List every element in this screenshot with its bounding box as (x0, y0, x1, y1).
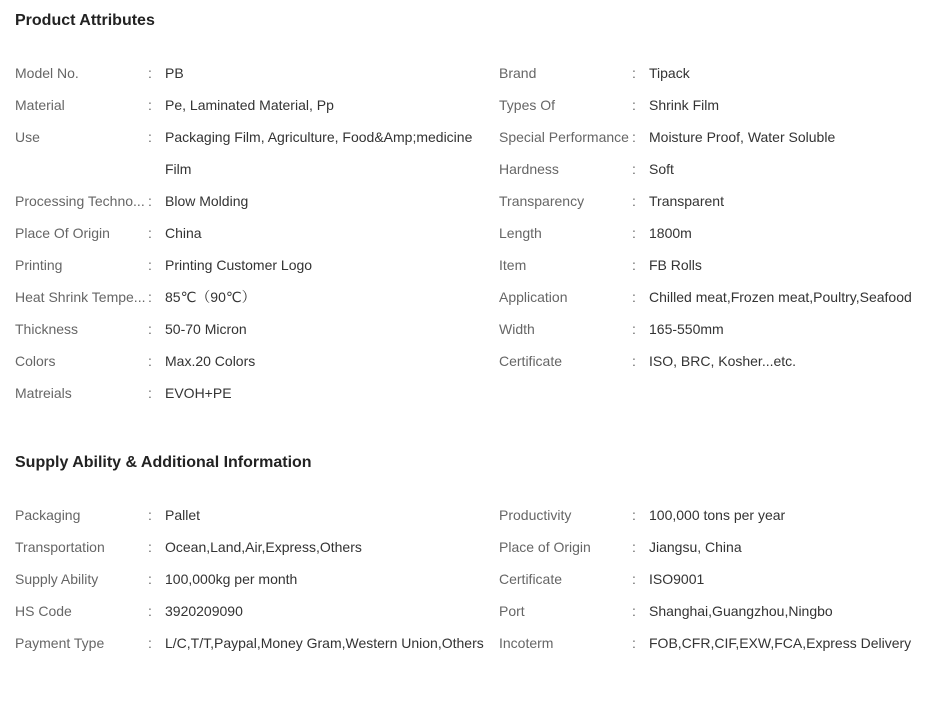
attribute-label: Place Of Origin (15, 225, 110, 241)
attribute-row (499, 249, 919, 281)
attribute-row (15, 313, 485, 345)
supply-ability-title: Supply Ability & Additional Information (15, 454, 312, 471)
attribute-value: Ocean,Land,Air,Express,Others (165, 539, 362, 555)
attribute-value: Transparent (649, 193, 724, 209)
attribute-row (15, 217, 485, 249)
attribute-value: ISO9001 (649, 571, 705, 587)
attribute-row (15, 499, 485, 531)
attribute-value: Soft (649, 161, 674, 177)
attribute-row (15, 57, 485, 89)
attribute-separator: : (148, 635, 152, 651)
attribute-row (499, 57, 919, 89)
attribute-value: ISO, BRC, Kosher...etc. (649, 353, 797, 369)
attribute-label: Hardness (499, 161, 559, 177)
attribute-value: FOB,CFR,CIF,EXW,FCA,Express Delivery (649, 635, 912, 651)
attribute-separator: : (632, 539, 636, 555)
attribute-separator: : (148, 289, 152, 305)
attribute-label: Material (15, 97, 65, 113)
attribute-row (15, 531, 485, 563)
attribute-label: Types Of (499, 97, 556, 113)
attribute-separator: : (148, 571, 152, 587)
attribute-label: Thickness (15, 321, 79, 337)
attribute-value: 100,000kg per month (165, 571, 298, 587)
supply-ability-left-column (15, 499, 485, 659)
attribute-value: 85℃（90℃） (165, 289, 256, 305)
attribute-value: 3920209090 (165, 603, 243, 619)
attribute-row (15, 627, 485, 659)
attribute-separator: : (632, 635, 636, 651)
attribute-separator: : (148, 507, 152, 523)
attribute-separator: : (632, 65, 636, 81)
attribute-label: Productivity (499, 507, 572, 523)
attribute-separator: : (148, 225, 152, 241)
attribute-value: FB Rolls (649, 257, 702, 273)
attribute-row (15, 89, 485, 121)
attribute-row (15, 185, 485, 217)
attribute-value: Tipack (649, 65, 690, 81)
attribute-label: Brand (499, 65, 537, 81)
attribute-separator: : (148, 353, 152, 369)
attribute-separator: : (632, 571, 636, 587)
attribute-label: Certificate (499, 571, 563, 587)
attribute-row (15, 121, 485, 185)
attribute-value: EVOH+PE (165, 385, 232, 401)
product-attributes-right-column (499, 57, 919, 377)
attribute-label: Place of Origin (499, 539, 591, 555)
supply-ability-right-column (499, 499, 919, 659)
attribute-row (499, 563, 919, 595)
product-attributes-title: Product Attributes (15, 12, 155, 29)
attribute-label: Use (15, 129, 40, 145)
attribute-row (499, 217, 919, 249)
attribute-separator: : (148, 97, 152, 113)
attribute-value: L/C,T/T,Paypal,Money Gram,Western Union,Others (165, 635, 484, 651)
attribute-value: Blow Molding (165, 193, 249, 209)
attribute-label: Transparency (499, 193, 585, 209)
attribute-separator: : (632, 321, 636, 337)
attribute-value: Pallet (165, 507, 201, 523)
attribute-separator: : (632, 353, 636, 369)
attribute-value: Shrink Film (649, 97, 720, 113)
attribute-value: Printing Customer Logo (165, 257, 313, 273)
attribute-label: Model No. (15, 65, 79, 81)
attribute-value: 50-70 Micron (165, 321, 247, 337)
attribute-value: Shanghai,Guangzhou,Ningbo (649, 603, 833, 619)
attribute-label: Port (499, 603, 525, 619)
attribute-value: Pe, Laminated Material, Pp (165, 97, 334, 113)
attribute-label: Processing Techno... (15, 193, 145, 209)
attribute-separator: : (632, 507, 636, 523)
product-attributes-left-column (15, 57, 485, 409)
attribute-label: Heat Shrink Tempe... (15, 289, 146, 305)
attribute-row (499, 345, 919, 377)
attribute-row (499, 153, 919, 185)
attribute-separator: : (148, 129, 152, 145)
attribute-label: Length (499, 225, 542, 241)
attribute-separator: : (148, 193, 152, 209)
attribute-separator: : (632, 161, 636, 177)
attribute-separator: : (632, 193, 636, 209)
attribute-separator: : (632, 603, 636, 619)
attribute-row (499, 89, 919, 121)
attribute-separator: : (632, 129, 636, 145)
attribute-row (15, 595, 485, 627)
attribute-separator: : (632, 257, 636, 273)
attribute-separator: : (148, 65, 152, 81)
attribute-label: Colors (15, 353, 56, 369)
attribute-separator: : (148, 385, 152, 401)
attribute-label: Application (499, 289, 568, 305)
attribute-value: 100,000 tons per year (649, 507, 786, 523)
attribute-row (15, 249, 485, 281)
attribute-value: 1800m (649, 225, 692, 241)
attribute-value: Jiangsu, China (649, 539, 742, 555)
attribute-label: Packaging (15, 507, 81, 523)
attribute-label: Payment Type (15, 635, 105, 651)
attribute-value: China (165, 225, 202, 241)
attribute-value: Max.20 Colors (165, 353, 256, 369)
attribute-row (499, 531, 919, 563)
attribute-separator: : (148, 603, 152, 619)
attribute-row (499, 313, 919, 345)
attribute-label: Width (499, 321, 535, 337)
attribute-row (15, 281, 485, 313)
attribute-row (15, 345, 485, 377)
attribute-label: Transportation (15, 539, 105, 555)
attribute-label: Supply Ability (15, 571, 99, 587)
attribute-value: 165-550mm (649, 321, 724, 337)
attribute-row (499, 185, 919, 217)
attribute-row (15, 377, 485, 409)
attribute-row (499, 595, 919, 627)
attribute-label: Item (499, 257, 527, 273)
attribute-label: Certificate (499, 353, 563, 369)
attribute-row (499, 281, 919, 313)
attribute-value: PB (165, 65, 184, 81)
attribute-separator: : (148, 257, 152, 273)
attribute-value: Chilled meat,Frozen meat,Poultry,Seafood (649, 289, 912, 305)
attribute-label: Matreials (15, 385, 72, 401)
attribute-row (499, 499, 919, 531)
attribute-separator: : (632, 97, 636, 113)
attribute-row (15, 563, 485, 595)
attribute-label: Printing (15, 257, 63, 273)
attribute-separator: : (632, 289, 636, 305)
attribute-separator: : (632, 225, 636, 241)
attribute-label: Incoterm (499, 635, 554, 651)
attribute-value: Moisture Proof, Water Soluble (649, 129, 836, 145)
attribute-row (499, 627, 919, 659)
attribute-separator: : (148, 539, 152, 555)
attribute-value: Packaging Film, Agriculture, Food&Amp;medicine Film (165, 129, 473, 177)
attribute-separator: : (148, 321, 152, 337)
attribute-row (499, 121, 919, 153)
attribute-label: HS Code (15, 603, 72, 619)
attribute-label: Special Performance (499, 129, 629, 145)
